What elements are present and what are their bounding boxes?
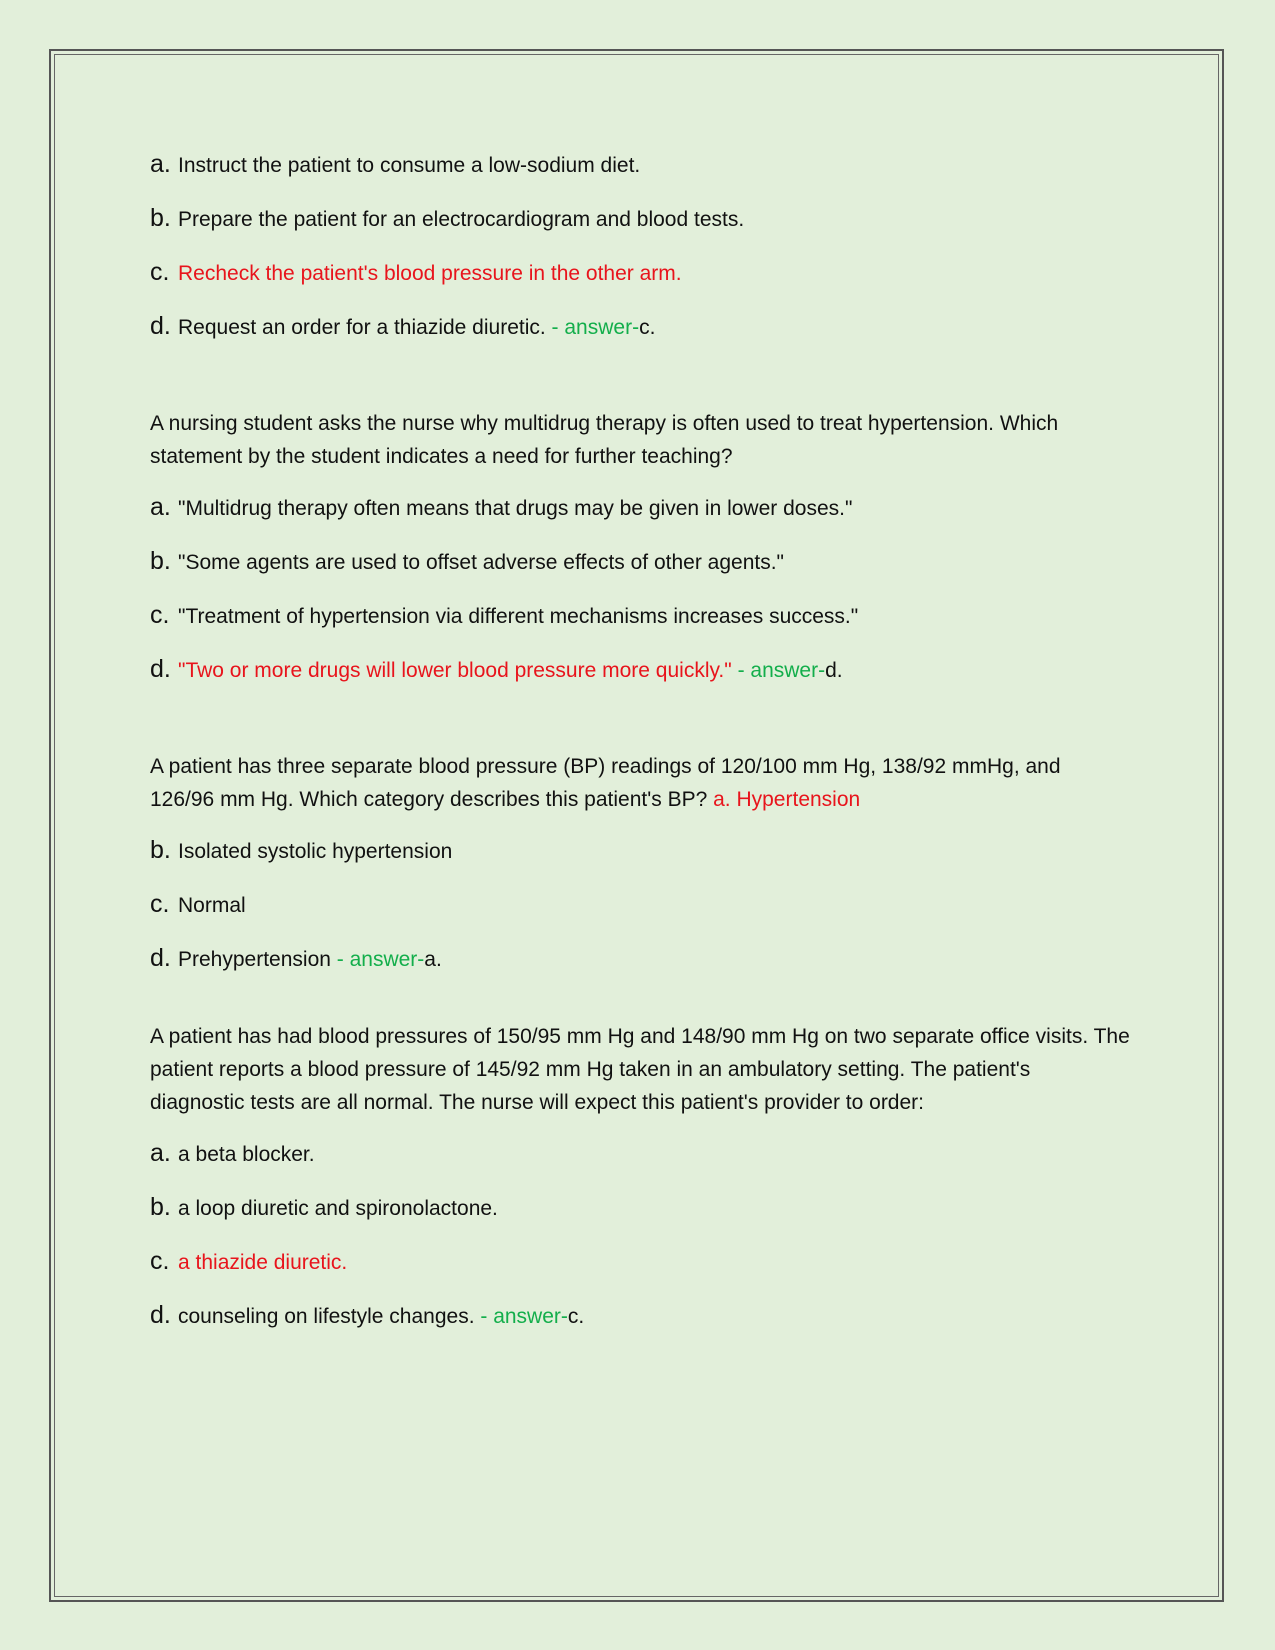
option-letter: c. bbox=[150, 258, 170, 286]
option-letter: d. bbox=[150, 944, 171, 972]
option-letter: c. bbox=[150, 1247, 170, 1275]
q4-option-c bbox=[150, 1247, 1130, 1275]
answer-value: a. bbox=[424, 948, 442, 971]
q1-option-b bbox=[150, 204, 1130, 232]
question-1 bbox=[150, 150, 1130, 340]
option-text: counseling on lifestyle changes. bbox=[178, 1305, 475, 1328]
answer-label: - answer- bbox=[545, 316, 640, 339]
question-2 bbox=[150, 407, 1130, 683]
question-3 bbox=[150, 750, 1130, 972]
q3-option-d bbox=[150, 944, 1130, 972]
answer-label: - answer- bbox=[330, 948, 425, 971]
q1-option-d bbox=[150, 312, 1130, 340]
option-letter: c. bbox=[150, 890, 170, 918]
option-text: Instruct the patient to consume a low-sodium diet. bbox=[178, 154, 641, 177]
answer-label: - answer- bbox=[474, 1305, 568, 1328]
q4-option-b bbox=[150, 1193, 1130, 1221]
q3-stem bbox=[150, 750, 1130, 816]
option-text: a beta blocker. bbox=[178, 1143, 315, 1166]
option-letter: d. bbox=[150, 1301, 171, 1329]
option-letter: d. bbox=[150, 312, 171, 340]
option-text: Isolated systolic hypertension bbox=[178, 840, 453, 863]
correct-option-text: a thiazide diuretic. bbox=[178, 1251, 348, 1274]
q2-option-a bbox=[150, 493, 1130, 521]
option-letter: d. bbox=[150, 655, 171, 683]
q3-option-c bbox=[150, 890, 1130, 918]
q4-stem: A patient has had blood pressures of 150/95 mm Hg and 148/90 mm Hg on two separate office visits. The patient reports a blood pressure of 145/92 mm Hg taken in an ambulatory setting. The patient's diagnostic tests are all normal. The nurse will expect this patient's provider to order: bbox=[150, 1025, 1130, 1114]
answer-label: - answer- bbox=[731, 659, 826, 682]
correct-option-text: "Two or more drugs will lower blood pressure more quickly." bbox=[178, 659, 732, 682]
answer-value: c. bbox=[639, 316, 656, 339]
option-text: Request an order for a thiazide diuretic. bbox=[178, 316, 546, 339]
q1-option-c bbox=[150, 258, 1130, 286]
q4-option-d bbox=[150, 1301, 1130, 1329]
option-letter: a. bbox=[150, 1139, 171, 1167]
q2-option-d bbox=[150, 655, 1130, 683]
q2-option-b bbox=[150, 547, 1130, 575]
option-letter: b. bbox=[150, 547, 171, 575]
option-letter: a. bbox=[150, 493, 171, 521]
correct-option-text: Recheck the patient's blood pressure in the other arm. bbox=[178, 262, 682, 285]
q3-stem-text: A patient has three separate blood pressure (BP) readings of 120/100 mm Hg, 138/92 mmHg, and 126/96 mm Hg. Which category describes this patient's BP? bbox=[150, 755, 1061, 811]
option-letter: a. bbox=[150, 150, 171, 178]
answer-value: c. bbox=[567, 1305, 585, 1328]
option-text: Prepare the patient for an electrocardiogram and blood tests. bbox=[178, 208, 745, 231]
option-text: Prehypertension bbox=[178, 948, 331, 971]
option-text: "Treatment of hypertension via different mechanisms increases success." bbox=[178, 605, 859, 628]
option-text: a loop diuretic and spironolactone. bbox=[178, 1197, 498, 1220]
option-letter: b. bbox=[150, 836, 171, 864]
document-content bbox=[150, 150, 1130, 1355]
option-text: "Some agents are used to offset adverse effects of other agents." bbox=[178, 551, 785, 574]
answer-value: d. bbox=[825, 659, 843, 682]
q3-inline-correct-option: a. Hypertension bbox=[707, 788, 861, 811]
q1-option-a bbox=[150, 150, 1130, 178]
q2-option-c bbox=[150, 601, 1130, 629]
option-text: "Multidrug therapy often means that drugs may be given in lower doses." bbox=[178, 497, 853, 520]
option-text: Normal bbox=[178, 894, 246, 917]
q3-option-b bbox=[150, 836, 1130, 864]
option-letter: b. bbox=[150, 204, 171, 232]
option-letter: b. bbox=[150, 1193, 171, 1221]
question-4 bbox=[150, 1020, 1130, 1329]
q4-option-a bbox=[150, 1139, 1130, 1167]
q2-stem: A nursing student asks the nurse why multidrug therapy is often used to treat hypertension. Which statement by the student indicates a need for further teaching? bbox=[150, 412, 1059, 468]
option-letter: c. bbox=[150, 601, 170, 629]
